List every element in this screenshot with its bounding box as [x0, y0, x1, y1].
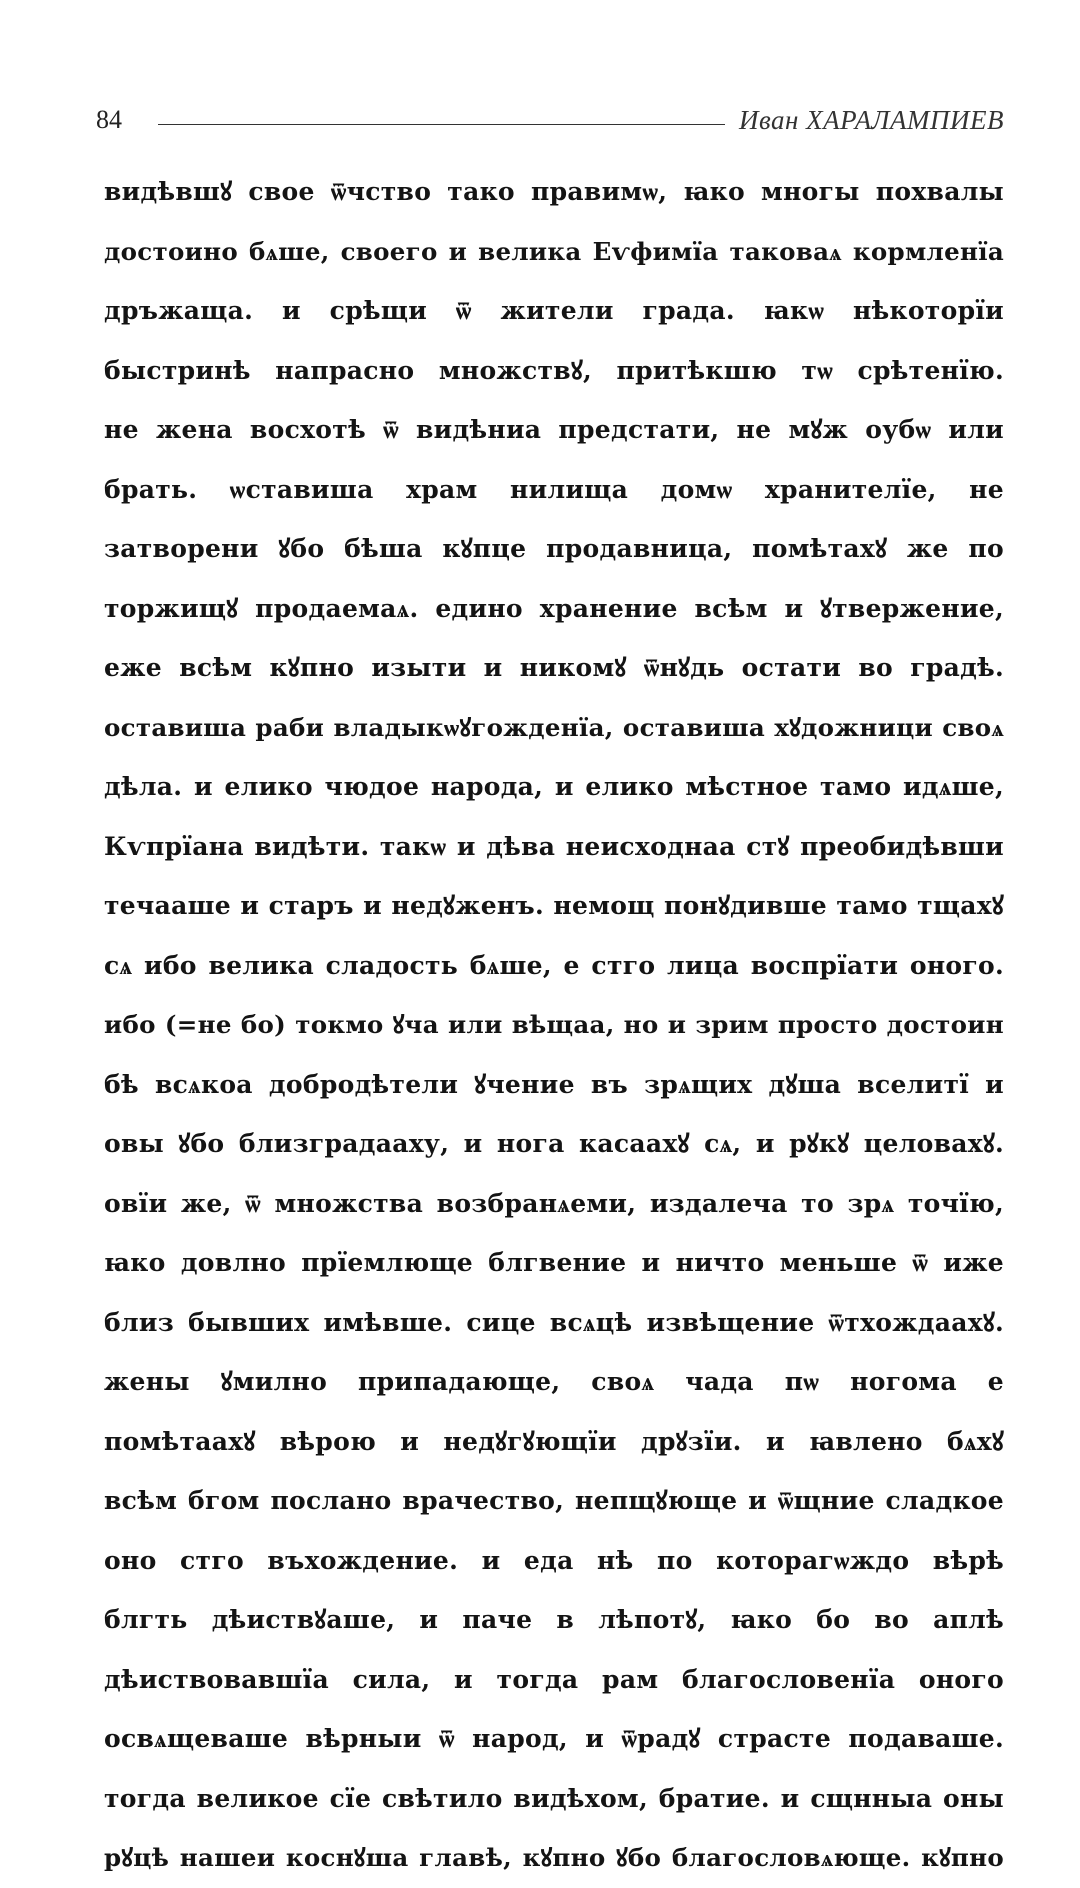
text-line: помѣтаахꙋ вѣрою и недꙋгꙋющїи дрꙋзїи. и ꙗвлено бѧхꙋ	[104, 1426, 1004, 1456]
text-line: оно стго въхождение. и еда нѣ по которагѡждо вѣрѣ	[104, 1545, 1004, 1575]
text-line: тогда великое сїе свѣтило видѣхом, братие. и сщнныа оны	[104, 1783, 1004, 1813]
text-line: еже всѣм кꙋпно изыти и никомꙋ ѿнꙋдь остати во градѣ.	[104, 653, 1004, 682]
text-line: всѣм бгом послано врачество, непщꙋюще и ѿщние сладкое	[104, 1486, 1004, 1515]
text-line: быстринѣ напрасно множствꙋ, притѣкшю тѡ срѣтенїю.	[104, 355, 1004, 385]
text-line: видѣвшꙋ свое ѿчство тако правимѡ, ꙗко многы похвалы	[104, 177, 1004, 206]
text-line: близ бывших имѣвше. сице всѧцѣ извѣщение ѿтхождаахꙋ.	[104, 1307, 1004, 1337]
text-line: бѣ всѧкоа добродѣтели ꙋчение въ зрѧщих дꙋша вселитї и	[104, 1069, 1004, 1099]
text-line: не жена восхотѣ ѿ видѣниа предстати, не мꙋж оубѡ или	[104, 415, 1004, 444]
text-line: ибо (=не бо) токмо ꙋча или вѣщаа, но и зрим просто достоин	[104, 1010, 1004, 1039]
text-line: жены ꙋмилно припадающе, своѧ чада пѡ ногома е	[104, 1367, 1004, 1396]
text-line: оставиша раби владыкѡꙋгожденїа, оставиша хꙋдожници своѧ	[104, 712, 1004, 742]
text-line: дѣиствовавшїа сила, и тогда рам благословенїа оного	[104, 1664, 1004, 1694]
text-line: брать. ѡставиша храм нилища домѡ хранителїе, не	[104, 474, 1004, 504]
text-line: затворени ꙋбо бѣша кꙋпце продавница, помѣтахꙋ же по	[104, 534, 1004, 563]
text-line: Кѵпрїана видѣти. такѡ и дѣва неисходнаа стꙋ преобидѣвши	[104, 831, 1004, 861]
text-line: течааше и старъ и недꙋженъ. немощ понꙋдивше тамо тщахꙋ	[104, 891, 1004, 920]
text-line: рꙋцѣ нашеи коснꙋша главѣ, кꙋпно ꙋбо благословѧюще. кꙋпно	[104, 1843, 1004, 1872]
page-number: 84	[96, 105, 122, 134]
running-head	[96, 100, 1004, 140]
header-rule	[158, 124, 725, 125]
text-line: сѧ ибо велика сладость бѧше, е стго лица воспрїати оного.	[104, 950, 1004, 980]
text-line: овы ꙋбо близградааху, и нога касаахꙋ сѧ, и рꙋкꙋ целовахꙋ.	[104, 1129, 1004, 1158]
text-line: достоино бѧше, своего и велика Еѵфимїа таковаѧ кормленїа	[104, 236, 1004, 266]
text-line: ꙗко довлно прїемлюще блгвение и ничто меньше ѿ иже	[104, 1248, 1004, 1277]
body-text	[104, 162, 1004, 1888]
text-line: дръжаща. и срѣщи ѿ жители града. ꙗкѡ нѣкоторїи	[104, 296, 1004, 325]
text-line: дѣла. и елико чюдое народа, и елико мѣстное тамо идѧше,	[104, 772, 1004, 801]
text-line: торжищꙋ продаемаѧ. едино хранение всѣм и ꙋтвержение,	[104, 593, 1004, 623]
text-line: освѧщеваше вѣрныи ѿ народ, и ѿрадꙋ страсте подаваше.	[104, 1724, 1004, 1753]
text-line: блгть дѣиствꙋаше, и паче в лѣпотꙋ, ꙗко бо во аплѣ	[104, 1605, 1004, 1634]
running-head-author: Иван ХАРАЛАМПИЕВ	[739, 104, 1004, 135]
text-line: овїи же, ѿ множства возбранѧеми, издалеча то зрѧ точїю,	[104, 1188, 1004, 1218]
